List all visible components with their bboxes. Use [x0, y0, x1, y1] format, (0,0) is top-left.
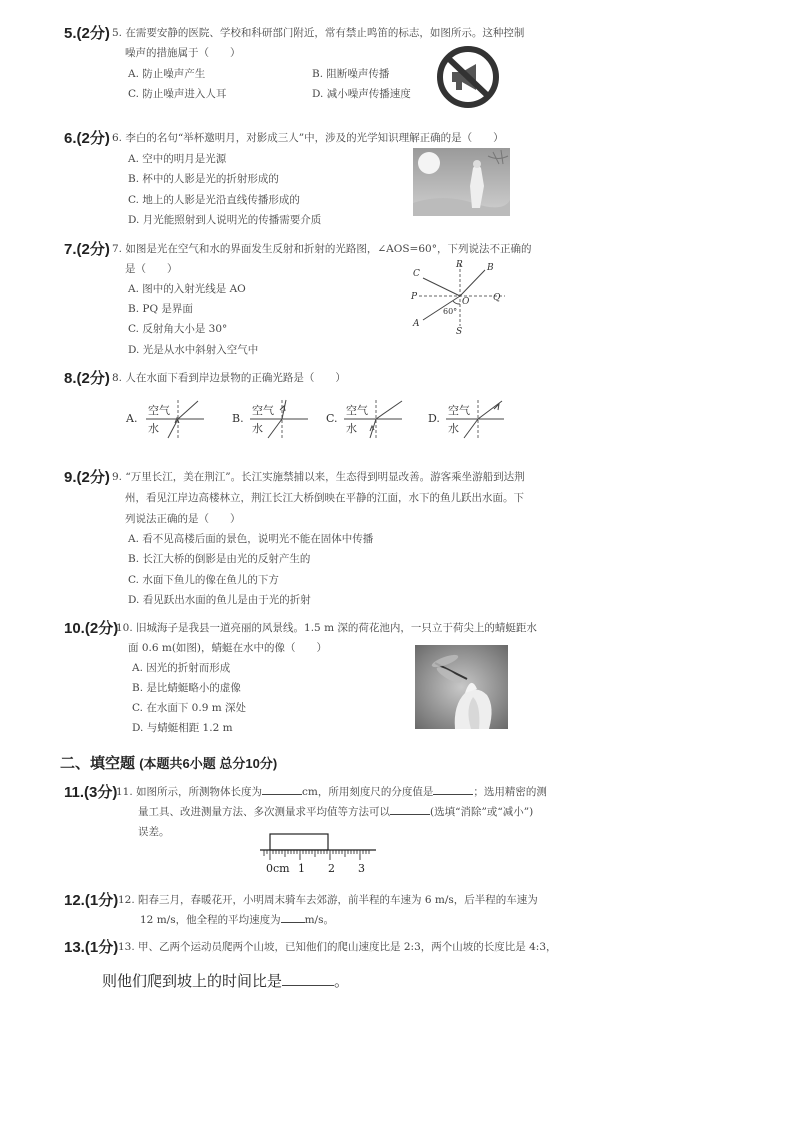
- q9-option-b: B. 长江大桥的倒影是由光的反射产生的: [128, 553, 311, 565]
- q8-option-c-label: C.: [326, 412, 338, 425]
- q6-stem-line1: 6. 李白的名句“举杯邀明月，对影成三人”中，涉及的光学知识理解正确的是（ ）: [112, 132, 504, 144]
- q8-b-air: 空气: [252, 404, 274, 417]
- q8-d-air: 空气: [448, 404, 470, 417]
- q8-a-air: 空气: [148, 404, 170, 417]
- q6-option-b: B. 杯中的人影是光的折射形成的: [128, 173, 279, 185]
- ruler-tick-0: 0cm: [266, 862, 290, 875]
- label-o: O: [462, 297, 470, 307]
- label-s: S: [456, 327, 463, 334]
- q9-stem-line2: 州，看见江岸边高楼林立，荆江长江大桥倒映在平静的江面，水下的鱼儿跃出水面。下: [125, 492, 524, 504]
- q5-option-b: B. 阻断噪声传播: [312, 68, 390, 80]
- q8-head: 8.(2分): [64, 370, 110, 387]
- q11-stem-line1: [116, 784, 547, 799]
- q10-option-b: B. 是比蜻蜓略小的虚像: [132, 682, 241, 694]
- section-subtitle: (本题共6小题 总分10分): [139, 756, 278, 771]
- q9-stem-line3: 列说法正确的是（ ）: [125, 513, 241, 525]
- q9-head: 9.(2分): [64, 469, 110, 486]
- q11-head: 11.(3分): [64, 784, 118, 801]
- q10-head: 10.(2分): [64, 620, 119, 637]
- q6-option-c: C. 地上的人影是光沿直线传播形成的: [128, 194, 300, 206]
- no-honking-sign-icon: [434, 44, 502, 110]
- q13-l2a: 则他们爬到坡上的时间比是: [102, 972, 283, 990]
- q12-blank[interactable]: [281, 912, 305, 923]
- q9-option-d: D. 看见跃出水面的鱼儿是由于光的折射: [128, 594, 311, 606]
- q13-blank[interactable]: [282, 971, 334, 986]
- label-p: P: [411, 292, 418, 302]
- q7-stem-line2: 是（ ）: [125, 263, 178, 275]
- q7-option-d: D. 光是从水中斜射入空气中: [128, 344, 259, 356]
- q10-option-a: A. 因光的折射而形成: [132, 662, 231, 674]
- q7-head: 7.(2分): [64, 241, 110, 258]
- q8-option-d: [428, 398, 510, 440]
- q13-head: 13.(1分): [64, 939, 119, 956]
- q12-stem-line2: [140, 912, 334, 927]
- q5-option-c: C. 防止噪声进入人耳: [128, 88, 227, 100]
- q5-head: 5.(2分): [64, 25, 110, 42]
- q13-stem-line1: 13. 甲、乙两个运动员爬两个山坡，已知他们的爬山速度比是 2:3，两个山坡的长度比是 4:3，: [118, 941, 557, 953]
- q11-l2b: (选填“消除”或“减小”): [430, 806, 534, 818]
- q12-head: 12.(1分): [64, 892, 119, 909]
- label-q: Q: [493, 293, 501, 303]
- q5-option-a: A. 防止噪声产生: [128, 68, 206, 80]
- q5-option-d: D. 减小噪声传播速度: [312, 88, 411, 100]
- q6-option-d: D. 月光能照射到人说明光的传播需要介质: [128, 214, 322, 226]
- ruler-tick-3: 3: [358, 862, 365, 875]
- dragonfly-lotus-image: [415, 645, 508, 729]
- q7-option-c: C. 反射角大小是 30°: [128, 323, 228, 335]
- q7-option-b: B. PQ 是界面: [128, 303, 193, 315]
- q9-option-a: A. 看不见高楼后面的景色，说明光不能在固体中传播: [128, 533, 374, 545]
- moon-poet-image: [413, 148, 510, 216]
- label-r: R: [456, 260, 463, 270]
- q11-stem-line3: 误差。: [138, 826, 170, 838]
- q5-stem-line2: 噪声的措施属于（ ）: [125, 47, 241, 59]
- q8-d-water: 水: [448, 422, 459, 435]
- q7-stem-line1: 7. 如图是光在空气和水的界面发生反射和折射的光路图，∠AOS=60°，下列说法不正确的: [112, 243, 532, 255]
- q8-option-b: [232, 398, 314, 440]
- q7-option-a: A. 图中的入射光线是 AO: [128, 283, 246, 295]
- ruler-tick-1: 1: [298, 862, 305, 875]
- q8-a-water: 水: [148, 422, 159, 435]
- reflection-refraction-diagram: [405, 258, 515, 334]
- q10-stem-line1: 10. 旧城海子是我县一道亮丽的风景线。1.5 m 深的荷花池内，一只立于荷尖上的蜻蜓距水: [116, 622, 537, 634]
- label-c: C: [413, 269, 420, 279]
- q8-option-a: [126, 398, 208, 440]
- q9-option-c: C. 水面下鱼儿的像在鱼儿的下方: [128, 574, 279, 586]
- q8-option-c: [326, 398, 408, 440]
- q11-stem-line2: [138, 804, 533, 819]
- q13-stem-line2: [102, 970, 349, 991]
- q11-blank-2[interactable]: [433, 784, 473, 795]
- q6-option-a: A. 空中的明月是光源: [128, 153, 227, 165]
- q11-l1a: 11. 如图所示，所测物体长度为: [116, 786, 263, 798]
- ruler-diagram: [258, 832, 378, 876]
- q8-c-air: 空气: [346, 404, 368, 417]
- q8-option-a-label: A.: [126, 412, 138, 425]
- q10-option-d: D. 与蜻蜓相距 1.2 m: [132, 722, 233, 734]
- q11-l2a: 量工具、改进测量方法、多次测量求平均值等方法可以: [138, 806, 390, 818]
- q12-l2a: 12 m/s，他全程的平均速度为: [140, 914, 281, 926]
- q10-option-c: C. 在水面下 0.9 m 深处: [132, 702, 247, 714]
- q12-stem-line1: 12. 阳春三月，春暖花开，小明周末骑车去郊游，前半程的车速为 6 m/s，后半程的车速为: [118, 894, 538, 906]
- ruler-tick-2: 2: [328, 862, 335, 875]
- q6-head: 6.(2分): [64, 130, 110, 147]
- q12-l2b: m/s。: [304, 914, 334, 926]
- q8-option-d-label: D.: [428, 412, 440, 425]
- q11-l1b: cm，所用刻度尺的分度值是: [302, 786, 434, 798]
- q8-c-water: 水: [346, 422, 357, 435]
- label-a: A: [413, 319, 420, 329]
- q9-stem-line1: 9. “万里长江，美在荆江”。长江实施禁捕以来，生态得到明显改善。游客乘坐游船到达荆: [112, 471, 525, 483]
- q5-stem-line1: 5. 在需要安静的医院、学校和科研部门附近，常有禁止鸣笛的标志，如图所示。这种控制: [112, 27, 525, 39]
- q13-l2b: 。: [334, 972, 350, 990]
- q8-stem-line1: 8. 人在水面下看到岸边景物的正确光路是（ ）: [112, 372, 346, 384]
- q10-stem-line2: 面 0.6 m(如图)，蜻蜓在水中的像（ ）: [128, 642, 328, 654]
- q11-l1c: ；选用精密的测: [473, 786, 547, 798]
- section-fill-in-title: [60, 752, 277, 773]
- q11-blank-1[interactable]: [262, 784, 302, 795]
- q8-b-water: 水: [252, 422, 263, 435]
- section-title: 二、填空题: [60, 755, 136, 772]
- q8-option-b-label: B.: [232, 412, 244, 425]
- q11-blank-3[interactable]: [390, 804, 430, 815]
- label-b: B: [487, 263, 494, 273]
- label-angle: 60°: [443, 307, 458, 316]
